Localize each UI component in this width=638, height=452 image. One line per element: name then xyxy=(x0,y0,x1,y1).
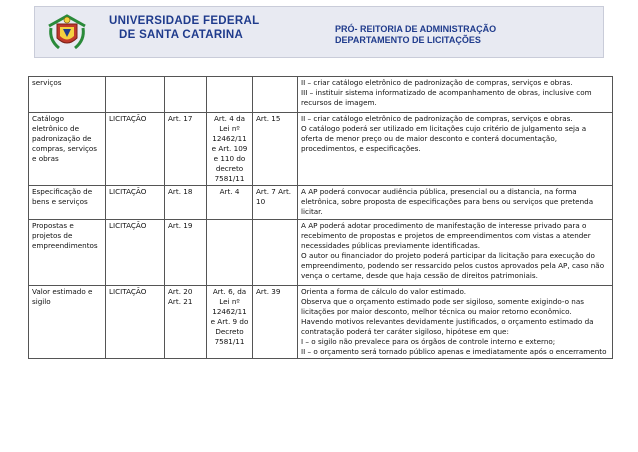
table-row xyxy=(29,220,613,286)
university-name xyxy=(109,14,259,42)
topic-cell: Valor estimado e sigilo xyxy=(29,286,106,359)
article-cell xyxy=(165,77,207,113)
topic-cell: Especificação de bens e serviços xyxy=(29,186,106,220)
table-row xyxy=(29,286,613,359)
description-line: II – criar catálogo eletrônico de padronização de compras, serviços e obras. xyxy=(301,114,573,123)
topic-cell: Propostas e projetos de empreendimentos xyxy=(29,220,106,286)
description-cell xyxy=(298,186,613,220)
description-line: A AP poderá adotar procedimento de manifestação de interesse privado para o recebimento de propostas e projetos de empreendimentos com vistas a atender necessidades públicas previamente identificadas. xyxy=(301,221,591,250)
university-name-line2: DE SANTA CATARINA xyxy=(119,29,244,41)
article-cell: Art. 18 xyxy=(165,186,207,220)
modality-cell: LICITAÇÃO xyxy=(106,286,165,359)
description-cell xyxy=(298,113,613,186)
law-ref-cell xyxy=(207,220,253,286)
rdc-article-cell: Art. 39 xyxy=(253,286,298,359)
header-banner xyxy=(34,6,604,58)
description-cell xyxy=(298,286,613,359)
description-line: II – criar catálogo eletrônico de padronização de compras, serviços e obras. xyxy=(301,78,573,87)
description-cell xyxy=(298,77,613,113)
article-cell: Art. 20 Art. 21 xyxy=(165,286,207,359)
rdc-article-cell: Art. 15 xyxy=(253,113,298,186)
article-cell: Art. 17 xyxy=(165,113,207,186)
rdc-article-cell: Art. 7 Art. 10 xyxy=(253,186,298,220)
law-ref-cell: Art. 4 da Lei nº 12462/11 e Art. 109 e 110 do decreto 7581/11 xyxy=(207,113,253,186)
law-ref-cell: Art. 6, da Lei nº 12462/11 e Art. 9 do Decreto 7581/11 xyxy=(207,286,253,359)
rdc-article-cell xyxy=(253,77,298,113)
description-cell xyxy=(298,220,613,286)
department-name-line2: DEPARTAMENTO DE LICITAÇÕES xyxy=(335,35,481,45)
description-line: O autor ou financiador do projeto poderá participar da licitação para execução do empreendimento, podendo ser ressarcido pelos custos aprovados pela AP, caso não vença o certame, desde que haja cessão de direitos patrimoniais. xyxy=(301,251,605,280)
topic-cell: Catálogo eletrônico de padronização de compras, serviços e obras xyxy=(29,113,106,186)
description-line: Orienta a forma de cálculo do valor estimado. xyxy=(301,287,467,296)
description-line: I – o sigilo não prevalece para os órgãos de controle interno e externo; xyxy=(301,337,556,346)
description-line: O catálogo poderá ser utilizado em licitações cujo critério de julgamento seja a oferta de menor preço ou de maior desconto e conterá documentação, procedimentos, e especificações. xyxy=(301,124,587,153)
department-name xyxy=(335,24,496,46)
university-name-line1: UNIVERSIDADE FEDERAL xyxy=(109,15,260,27)
ufsc-coat-of-arms-logo xyxy=(45,10,89,54)
rdc-article-cell xyxy=(253,220,298,286)
description-line: III – instituir sistema informatizado de acompanhamento de obras, inclusive com recursos de imagem. xyxy=(301,88,592,107)
modality-cell: LICITAÇÃO xyxy=(106,113,165,186)
table-row xyxy=(29,77,613,113)
description-line: II – o orçamento será tornado público apenas e imediatamente após o encerramento xyxy=(301,347,607,356)
topic-cell: serviços xyxy=(29,77,106,113)
table-row xyxy=(29,113,613,186)
modality-cell: LICITAÇÃO xyxy=(106,220,165,286)
law-ref-cell xyxy=(207,77,253,113)
article-cell: Art. 19 xyxy=(165,220,207,286)
description-line: A AP poderá convocar audiência pública, presencial ou a distancia, na forma eletrônica, sobre proposta de especificações para bens ou serviços que pretenda licitar. xyxy=(301,187,594,216)
description-line: Observa que o orçamento estimado pode ser sigiloso, somente exigindo-o nas licitações por maior desconto, melhor técnica ou maior retorno econômico. xyxy=(301,297,585,316)
modality-cell: LICITAÇÃO xyxy=(106,186,165,220)
department-name-line1: PRÓ- REITORIA DE ADMINISTRAÇÃO xyxy=(335,24,497,34)
law-ref-cell: Art. 4 xyxy=(207,186,253,220)
description-line: Havendo motivos relevantes devidamente justificados, o orçamento estimado da contratação poderá ter caráter sigiloso, hipótese em que: xyxy=(301,317,594,336)
licitacao-table xyxy=(28,76,613,359)
table-row xyxy=(29,186,613,220)
modality-cell xyxy=(106,77,165,113)
